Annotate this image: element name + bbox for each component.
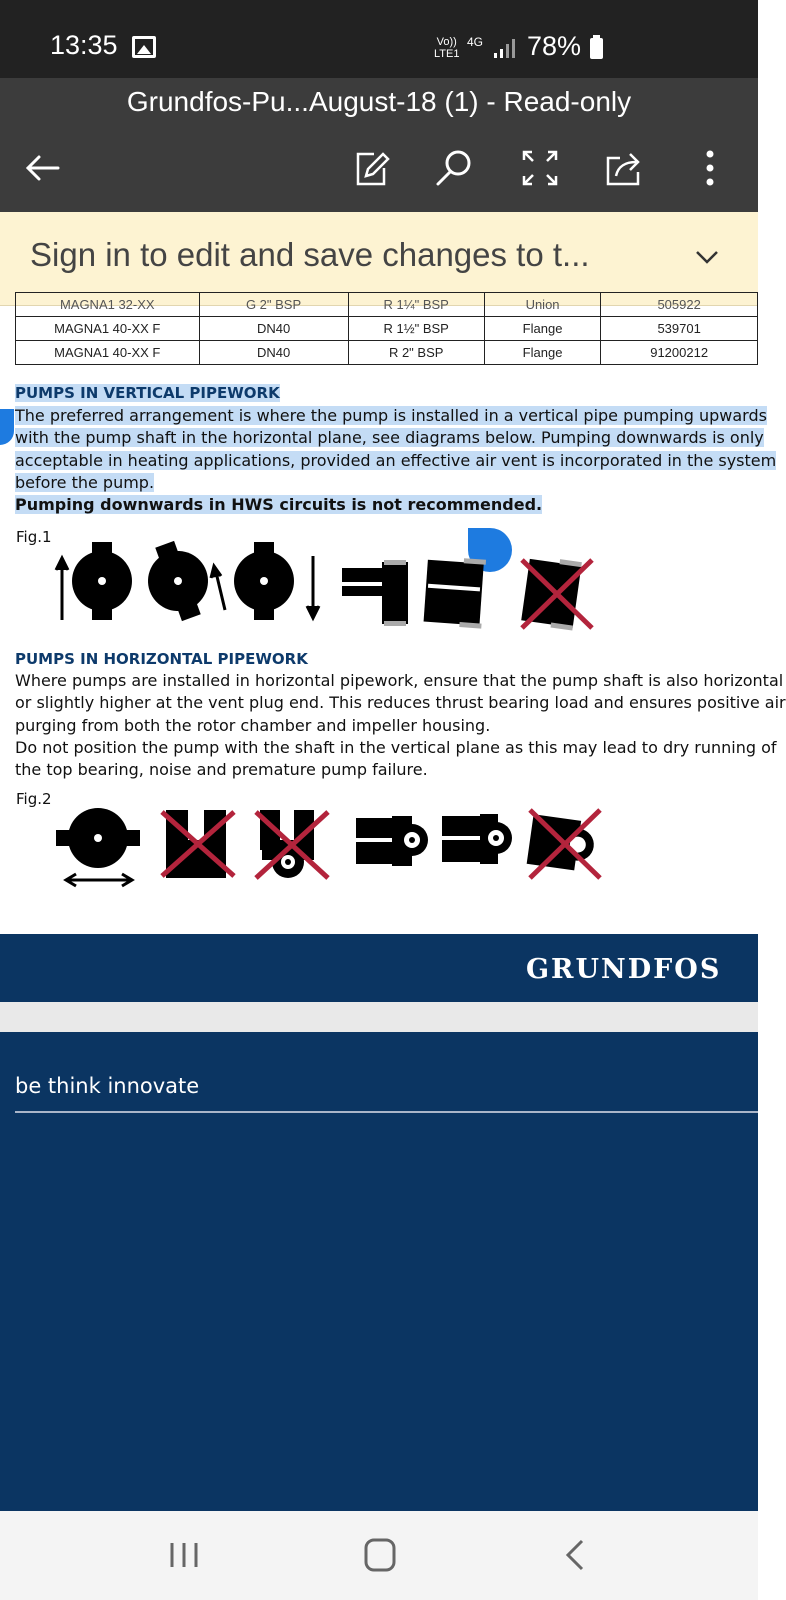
signal-icon	[494, 38, 518, 58]
document-view[interactable]	[0, 297, 786, 1511]
table-row: MAGNA1 32-XX G 2" BSP R 1¼" BSP Union 505922	[16, 293, 758, 317]
figure-label: Fig.1	[16, 528, 52, 546]
fig2-diagram	[54, 800, 614, 892]
product-table	[15, 292, 758, 365]
section-heading-horizontal: PUMPS IN HORIZONTAL PIPEWORK	[15, 650, 308, 668]
grundfos-logo: GRUNDFOS	[526, 954, 722, 985]
network-type: 4G	[467, 35, 484, 49]
section-heading-vertical: PUMPS IN VERTICAL PIPEWORK	[15, 384, 280, 402]
search-icon[interactable]	[434, 148, 474, 188]
back-arrow-icon[interactable]	[22, 148, 62, 188]
battery-icon	[590, 38, 603, 59]
document-title: Grundfos-Pu...August-18 (1) - Read-only	[126, 86, 632, 117]
battery-percent: 78%	[527, 31, 582, 61]
page-divider	[0, 1002, 758, 1032]
more-icon[interactable]	[690, 148, 730, 188]
sign-in-message: Sign in to edit and save changes to t...	[30, 236, 590, 273]
recent-apps-icon[interactable]	[164, 1537, 204, 1573]
system-nav-bar	[0, 1511, 758, 1600]
table-row: MAGNA1 40-XX F DN40 R 1½" BSP Flange 539701	[16, 317, 758, 341]
fullscreen-icon[interactable]	[520, 148, 560, 188]
clock: 13:35	[50, 30, 118, 60]
gallery-icon	[132, 36, 156, 58]
status-bar	[0, 0, 758, 78]
app-bar	[0, 78, 758, 212]
chevron-down-icon[interactable]	[694, 248, 720, 266]
brand-footer	[0, 934, 758, 1002]
tagline: be think innovate	[15, 1074, 200, 1098]
selection-handle-start[interactable]	[0, 409, 14, 445]
volte-indicator: Vo)) LTE1	[434, 36, 460, 60]
back-cover-page	[0, 1032, 758, 1512]
figure-label: Fig.2	[16, 790, 52, 808]
home-icon[interactable]	[360, 1537, 400, 1573]
fig1-diagram	[50, 538, 610, 630]
share-icon[interactable]	[604, 148, 644, 188]
vertical-paragraph: The preferred arrangement is where the pump is installed in a vertical pipe pumping upwards with the pump shaft in the horizontal plane, see diagrams below. Pumping downwards is only acceptable in heating applications, provided an effective air vent is incorporated in the system before the pump. Pumping downwards in HWS circuits is not recommended.	[15, 406, 777, 515]
edit-icon[interactable]	[352, 148, 392, 188]
horizontal-paragraph: Where pumps are installed in horizontal pipework, ensure that the pump shaft is also horizontal or slightly higher at the vent plug end. This reduces thrust bearing load and ensures positive air purging from both the rotor chamber and impeller housing. Do not position the pump with the shaft in the vertical plane as this may lead to dry running of the top bearing, noise and premature pump failure.	[15, 671, 786, 780]
table-row: MAGNA1 40-XX F DN40 R 2" BSP Flange 91200212	[16, 341, 758, 365]
back-icon[interactable]	[556, 1537, 596, 1573]
divider-line	[15, 1111, 758, 1113]
